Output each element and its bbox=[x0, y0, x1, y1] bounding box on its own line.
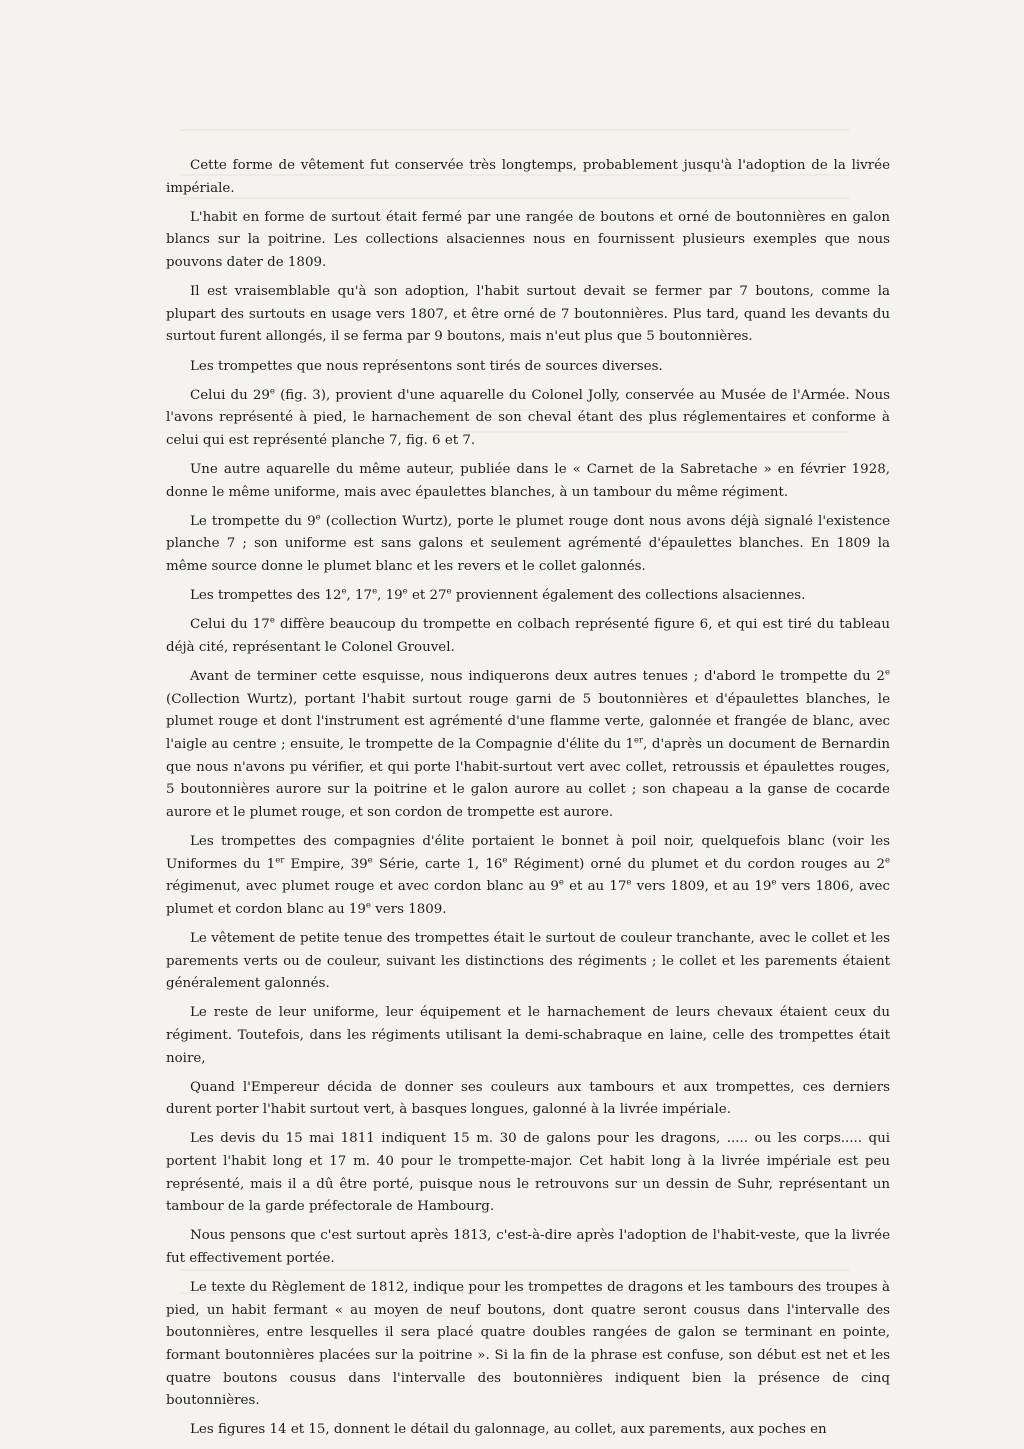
paragraph-text: vers 1809. bbox=[370, 901, 447, 917]
paragraph-13 bbox=[166, 1002, 890, 1070]
superscript: e bbox=[365, 900, 371, 911]
superscript: e bbox=[446, 586, 452, 597]
paragraph-text: diffère beaucoup du trompette en colbach représenté figure 6, et qui est tiré du tableau déjà cité, représentant le Colonel Grouvel. bbox=[166, 617, 890, 656]
paragraph-text: vers 1806, avec plumet et cordon blanc au 19 bbox=[166, 879, 890, 917]
superscript: e bbox=[771, 877, 777, 888]
paragraph-text: Il est vraisemblable qu'à son adoption, l'habit surtout devait se fermer par 7 boutons, comme la plupart des surtouts en usage vers 1807, et être orné de 7 boutonnières. Plus tard, quand les devants du surtout furent allongés, il se ferma par 9 boutons, mais n'eut plus que 5 boutonnières. bbox=[166, 284, 890, 345]
paragraph-text: Le texte du Règlement de 1812, indique pour les trompettes de dragons et les tambours des troupes à pied, un habit fermant « au moyen de neuf boutons, dont quatre seront cousus dans l'intervalle des boutonnières, entre lesquelles il sera placé quatre doubles rangées de galon se terminant en pointe, formant boutonnières placées sur la poitrine ». Si la fin de la phrase est confuse, son début est net et les quatre boutons cousus dans l'intervalle des boutonnières indiquent bien la présence de cinq boutonnières. bbox=[166, 1280, 890, 1409]
paragraph-text: Les figures 14 et 15, donnent le détail du galonnage, au collet, aux parements, aux poches en bbox=[190, 1422, 827, 1438]
paragraph-text: Série, carte 1, 16 bbox=[372, 856, 503, 872]
superscript: e bbox=[269, 386, 275, 397]
paragraph-5 bbox=[166, 385, 890, 453]
paragraph-text: Les trompettes des 12 bbox=[190, 588, 342, 604]
article-body bbox=[166, 155, 890, 1449]
paragraph-text: et 27 bbox=[407, 588, 447, 604]
paragraph-12 bbox=[166, 928, 890, 996]
paragraph-17 bbox=[166, 1277, 890, 1413]
paragraph-text: Les trompettes que nous représentons sont tirés de sources diverses. bbox=[190, 358, 663, 374]
paragraph-18 bbox=[166, 1419, 890, 1442]
paragraph-text: vers 1809, et au 19 bbox=[631, 879, 772, 895]
paragraph-text: Régiment) orné du plumet et du cordon rouges au 2 bbox=[507, 856, 885, 872]
superscript: e bbox=[884, 855, 890, 866]
paragraph-text: (Collection Wurtz), portant l'habit surtout rouge garni de 5 boutonnières et d'épaulettes blanches, le plumet rouge et dont l'instrument est agrémenté d'une flamme verte, galonnée et frangée de blanc, avec l'aigle au centre ; ensuite, le trompette de la Compagnie d'élite du 1 bbox=[166, 691, 890, 752]
paragraph-1 bbox=[166, 155, 890, 200]
paragraph-4 bbox=[166, 356, 890, 379]
paragraph-text: Le vêtement de petite tenue des trompettes était le surtout de couleur tranchante, avec le collet et les parements verts ou de couleur, suivant les distinctions des régiments ; le collet et les parements étaient généralement galonnés. bbox=[166, 930, 890, 992]
paragraph-text: (fig. 3), provient d'une aquarelle du Colonel Jolly, conservée au Musée de l'Armée. Nous l'avons représenté à pied, le harnachement de son cheval étant des plus réglementaires et conforme à celui qui est représenté planche 7, fig. 6 et 7. bbox=[166, 387, 891, 448]
paragraph-text: (collection Wurtz), porte le plumet rouge dont nous avons déjà signalé l'existence planche 7 ; son uniforme est sans galons et seulement agrémenté d'épaulettes blanches. En 1809 la même source donne le plumet blanc et les revers et le collet galonnés. bbox=[166, 513, 890, 575]
paragraph-text: Le reste de leur uniforme, leur équipement et le harnachement de leurs chevaux étaient ceux du régiment. Toutefois, dans les régiments utilisant la demi-schabraque en laine, celle des trompettes était noire, bbox=[166, 1005, 890, 1066]
paragraph-text: régimenut, avec plumet rouge et avec cordon blanc au 9 bbox=[166, 879, 559, 895]
paragraph-text: , 19 bbox=[377, 588, 403, 604]
superscript: e bbox=[367, 855, 373, 866]
superscript: er bbox=[275, 855, 285, 866]
paragraph-text: Nous pensons que c'est surtout après 1813, c'est-à-dire après l'adoption de l'habit-veste, que la livrée fut effectivement portée. bbox=[166, 1228, 890, 1267]
paragraph-text: Les devis du 15 mai 1811 indiquent 15 m. 30 de galons pour les dragons, ..... ou les corps..... qui portent l'habit long et 17 m. 40 pour le trompette-major. Cet habit long à la livrée impériale est peu représenté, mais il a dû être porté, puisque nous le retrouvons sur un dessin de Suhr, représentant un tambour de la garde préfectorale de Hambourg. bbox=[166, 1131, 890, 1215]
paragraph-16 bbox=[166, 1225, 890, 1270]
superscript: e bbox=[558, 877, 564, 888]
paragraph-15 bbox=[166, 1128, 890, 1218]
paragraph-text: Cette forme de vêtement fut conservée très longtemps, probablement jusqu'à l'adoption de la livrée impériale. bbox=[166, 158, 890, 196]
superscript: e bbox=[884, 667, 890, 678]
paragraph-text: Une autre aquarelle du même auteur, publiée dans le « Carnet de la Sabretache » en février 1928, donne le même uniforme, mais avec épaulettes blanches, à un tambour du même régiment. bbox=[166, 462, 890, 500]
paragraph-text: Avant de terminer cette esquisse, nous indiquerons deux autres tenues ; d'abord le trompette du 2 bbox=[190, 669, 885, 685]
paragraph-text: Les trompettes des compagnies d'élite portaient le bonnet à poil noir, quelquefois blanc (voir les Uniformes du 1 bbox=[166, 833, 890, 872]
paragraph-text: Quand l'Empereur décida de donner ses couleurs aux tambours et aux trompettes, ces derniers durent porter l'habit surtout vert, à basques longues, galonné à la livrée impériale. bbox=[166, 1079, 890, 1118]
superscript: e bbox=[626, 877, 632, 888]
superscript: e bbox=[372, 586, 378, 597]
paragraph-text: , d'après un document de Bernardin que nous n'avons pu vérifier, et qui porte l'habit-surtout vert avec collet, retroussis et épaulettes rouges, 5 boutonnières aurore sur la poitrine et le galon aurore au collet ; son chapeau a la ganse de cocarde aurore et le plumet rouge, et son cordon de trompette est aurore. bbox=[166, 737, 890, 820]
paragraph-14 bbox=[166, 1077, 890, 1122]
paragraph-text: proviennent également des collections alsaciennes. bbox=[451, 588, 806, 604]
superscript: e bbox=[341, 586, 347, 597]
paragraph-10 bbox=[166, 666, 890, 824]
paragraph-text: Le trompette du 9 bbox=[190, 513, 316, 529]
paragraph-text: Celui du 29 bbox=[190, 387, 270, 403]
superscript: e bbox=[269, 615, 275, 626]
superscript: e bbox=[402, 586, 408, 597]
paragraph-8 bbox=[166, 585, 890, 608]
superscript: e bbox=[502, 855, 508, 866]
paragraph-3 bbox=[166, 281, 890, 349]
paragraph-text: Empire, 39 bbox=[284, 856, 368, 872]
paragraph-11 bbox=[166, 831, 890, 921]
paragraph-2 bbox=[166, 207, 890, 275]
superscript: e bbox=[315, 512, 321, 523]
paragraph-7 bbox=[166, 511, 890, 579]
superscript: er bbox=[634, 735, 644, 746]
paragraph-9 bbox=[166, 614, 890, 659]
paragraph-text: , 17 bbox=[346, 588, 373, 604]
paragraph-text: Celui du 17 bbox=[190, 617, 270, 633]
paragraph-6 bbox=[166, 459, 890, 504]
paragraph-text: L'habit en forme de surtout était fermé par une rangée de boutons et orné de boutonnières en galon blancs sur la poitrine. Les collections alsaciennes nous en fournissent plusieurs exemples que nous pouvons dater de 1809. bbox=[166, 209, 890, 270]
paragraph-text: et au 17 bbox=[563, 879, 627, 895]
